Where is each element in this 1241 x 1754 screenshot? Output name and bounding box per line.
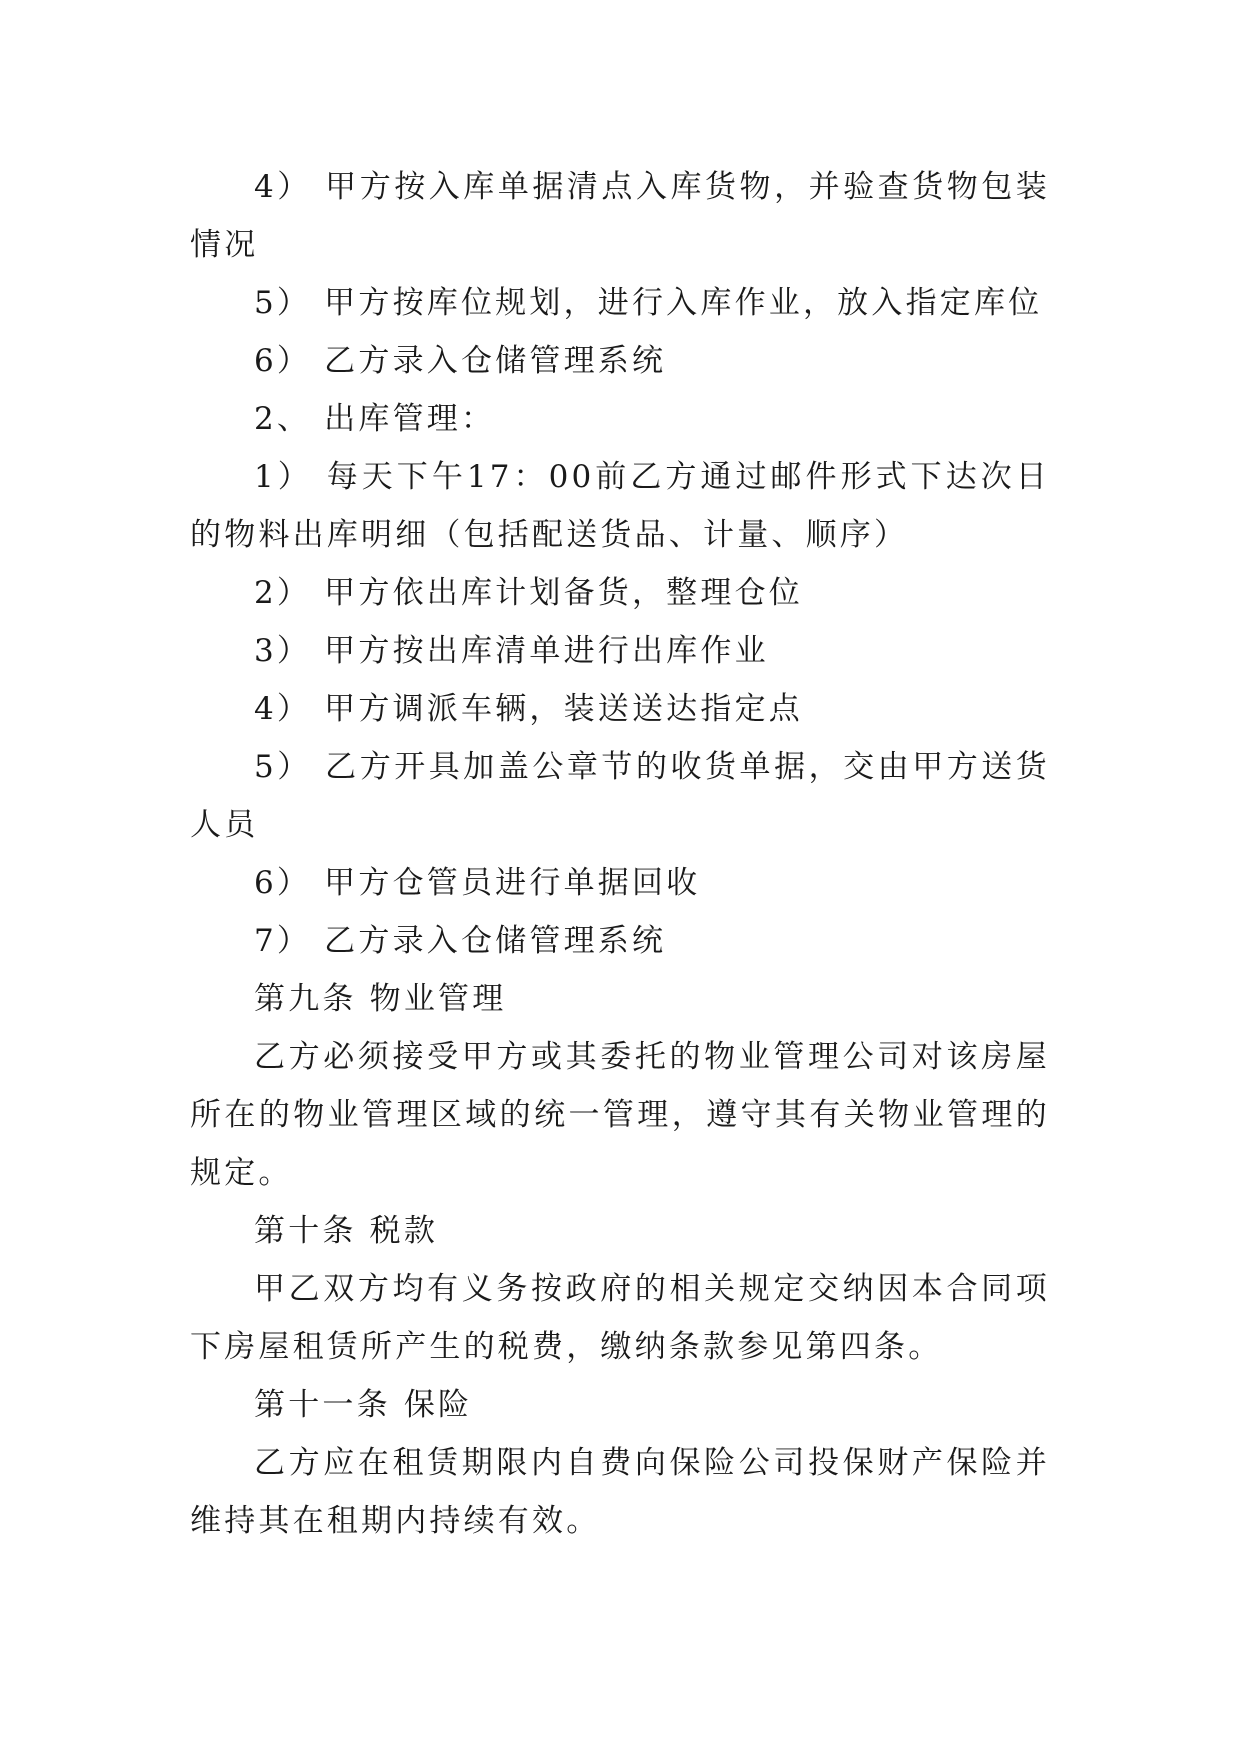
paragraph-inbound-step-5: 5） 甲方按库位规划，进行入库作业，放入指定库位 [254, 285, 1043, 321]
paragraph-outbound-step-1: 1） 每天下午17：00前乙方通过邮件形式下达次日的物料出库明细（包括配送货品、计量、顺序） [190, 459, 1050, 553]
paragraph-outbound-step-6: 6） 甲方仓管员进行单据回收 [254, 865, 701, 901]
contract-text [190, 158, 1050, 1550]
article-10-heading: 第十条 税款 [254, 1213, 439, 1249]
article-11-heading: 第十一条 保险 [254, 1387, 473, 1423]
paragraph-inbound-step-6: 6） 乙方录入仓储管理系统 [254, 343, 667, 379]
section-heading-outbound: 2、 出库管理： [254, 401, 496, 437]
paragraph-outbound-step-5: 5） 乙方开具加盖公章节的收货单据，交由甲方送货人员 [190, 749, 1050, 843]
article-10-body: 甲乙双方均有义务按政府的相关规定交纳因本合同项下房屋租赁所产生的税费，缴纳条款参见第四条。 [190, 1271, 1050, 1365]
article-9-heading: 第九条 物业管理 [254, 981, 507, 1017]
article-9-body: 乙方必须接受甲方或其委托的物业管理公司对该房屋所在的物业管理区域的统一管理，遵守其有关物业管理的规定。 [190, 1039, 1050, 1191]
paragraph-outbound-step-3: 3） 甲方按出库清单进行出库作业 [254, 633, 769, 669]
paragraph-outbound-step-7: 7） 乙方录入仓储管理系统 [254, 923, 667, 959]
paragraph-outbound-step-4: 4） 甲方调派车辆，装送送达指定点 [254, 691, 803, 727]
article-11-body: 乙方应在租赁期限内自费向保险公司投保财产保险并维持其在租期内持续有效。 [190, 1445, 1050, 1539]
paragraph-inbound-step-4: 4） 甲方按入库单据清点入库货物，并验查货物包装情况 [190, 169, 1050, 263]
paragraph-outbound-step-2: 2） 甲方依出库计划备货，整理仓位 [254, 575, 803, 611]
